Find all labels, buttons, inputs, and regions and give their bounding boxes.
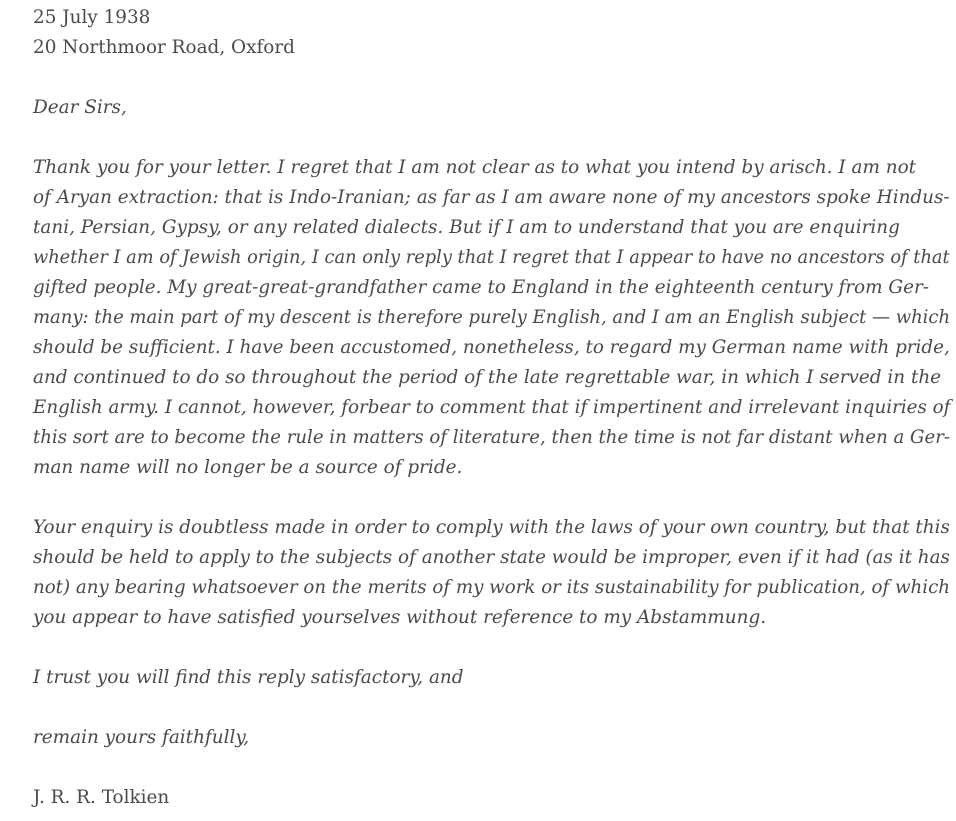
paragraph-line: not) any bearing whatsoever on the merits of my work or its sustainability for publication, of which (33, 577, 950, 598)
paragraph-1 (33, 153, 951, 483)
paragraph-line: of Aryan extraction: that is Indo-Iranian; as far as I am aware none of my ancestors spoke Hindus- (33, 187, 950, 208)
paragraph-line: and continued to do so throughout the period of the late regrettable war, in which I served in the (33, 367, 942, 388)
spacer (33, 753, 945, 783)
paragraph-line: whether I am of Jewish origin, I can only reply that I regret that I appear to have no ancestors of that (33, 247, 950, 268)
paragraph-line: remain yours faithfully, (33, 727, 250, 748)
paragraph-line: English army. I cannot, however, forbear to comment that if impertinent and irrelevant inquiries of (33, 397, 951, 418)
salutation: Dear Sirs, (33, 97, 127, 118)
paragraph-line: Your enquiry is doubtless made in order to comply with the laws of your own country, but that this (33, 517, 950, 538)
spacer (33, 483, 945, 513)
letter-address: 20 Northmoor Road, Oxford (33, 37, 295, 58)
paragraph-line: should be held to apply to the subjects of another state would be improper, even if it had (as it has (33, 547, 950, 568)
paragraph-3 (33, 663, 945, 693)
paragraph-line: Thank you for your letter. I regret that I am not clear as to what you intend by arisch. I am not (33, 157, 917, 178)
paragraph-2 (33, 513, 950, 633)
spacer (33, 123, 945, 153)
paragraph-line: this sort are to become the rule in matters of literature, then the time is not far distant when a Ger- (33, 427, 950, 448)
paragraph-line: should be sufficient. I have been accustomed, nonetheless, to regard my German name with pride, (33, 337, 950, 358)
paragraph-line: I trust you will find this reply satisfactory, and (33, 667, 464, 688)
signature: J. R. R. Tolkien (33, 787, 170, 808)
letter-date: 25 July 1938 (33, 7, 151, 28)
paragraph-line: man name will no longer be a source of pride. (33, 457, 463, 478)
paragraph-line: tani, Persian, Gypsy, or any related dialects. But if I am to understand that you are enquiring (33, 217, 900, 238)
spacer (33, 633, 945, 663)
spacer (33, 63, 945, 93)
paragraph-line: you appear to have satisfied yourselves without reference to my Abstammung. (33, 607, 767, 628)
spacer (33, 693, 945, 723)
paragraph-line: gifted people. My great-great-grandfather came to England in the eighteenth century from Ger- (33, 277, 929, 298)
letter (33, 3, 951, 813)
paragraph-line: many: the main part of my descent is therefore purely English, and I am an English subject — which (33, 307, 951, 328)
closing (33, 723, 945, 753)
